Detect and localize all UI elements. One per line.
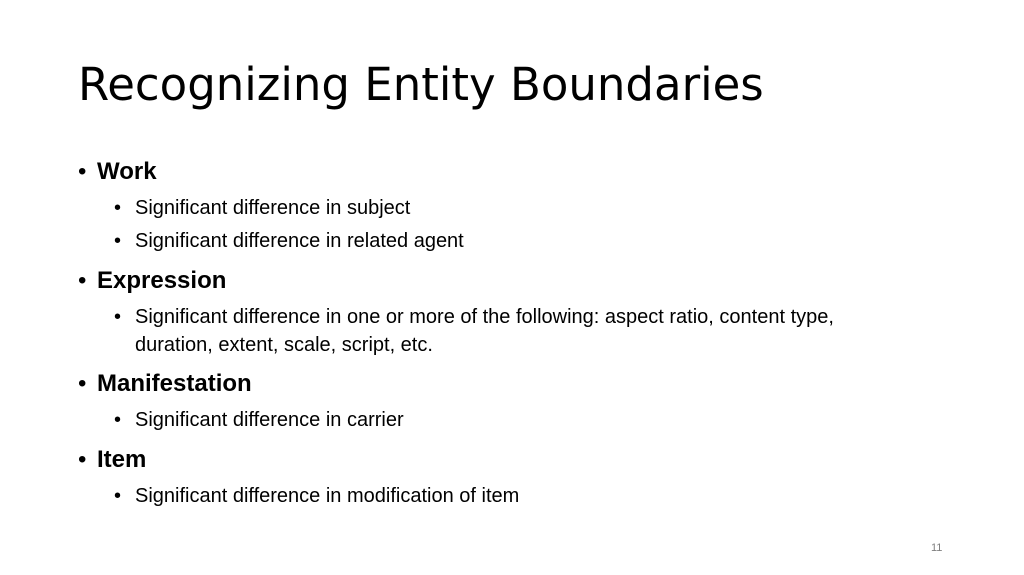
- bullet-icon: •: [114, 197, 122, 219]
- bullet-icon: •: [78, 267, 87, 294]
- sub-bullet-item: [114, 406, 914, 434]
- sub-bullet-text: Significant difference in modification of item: [135, 485, 520, 507]
- slide-title: Recognizing Entity Boundaries: [78, 58, 764, 111]
- page-number: 11: [931, 542, 943, 554]
- bullet-label: Manifestation: [97, 370, 252, 397]
- sub-bullet-text: Significant difference in one or more of the following: aspect ratio, content type, duration, extent, scale, script, etc.: [135, 306, 834, 356]
- sub-bullet-item: [114, 227, 914, 255]
- bullet-label: Expression: [97, 267, 227, 294]
- bullet-label: Item: [97, 446, 147, 473]
- sub-bullet-item: [114, 303, 914, 359]
- bullet-icon: •: [78, 158, 87, 185]
- sub-bullet-text: Significant difference in carrier: [135, 409, 404, 431]
- bullet-label: Work: [97, 158, 157, 185]
- sub-bullet-text: Significant difference in related agent: [135, 230, 464, 252]
- bullet-icon: •: [78, 446, 87, 473]
- bullet-icon: •: [114, 409, 122, 431]
- bullet-icon: •: [114, 230, 122, 252]
- sub-bullet-item: [114, 482, 914, 510]
- sub-bullet-item: [114, 194, 914, 222]
- bullet-icon: •: [114, 485, 122, 507]
- bullet-icon: •: [114, 306, 122, 328]
- sub-bullet-text: Significant difference in subject: [135, 197, 411, 219]
- bullet-icon: •: [78, 370, 87, 397]
